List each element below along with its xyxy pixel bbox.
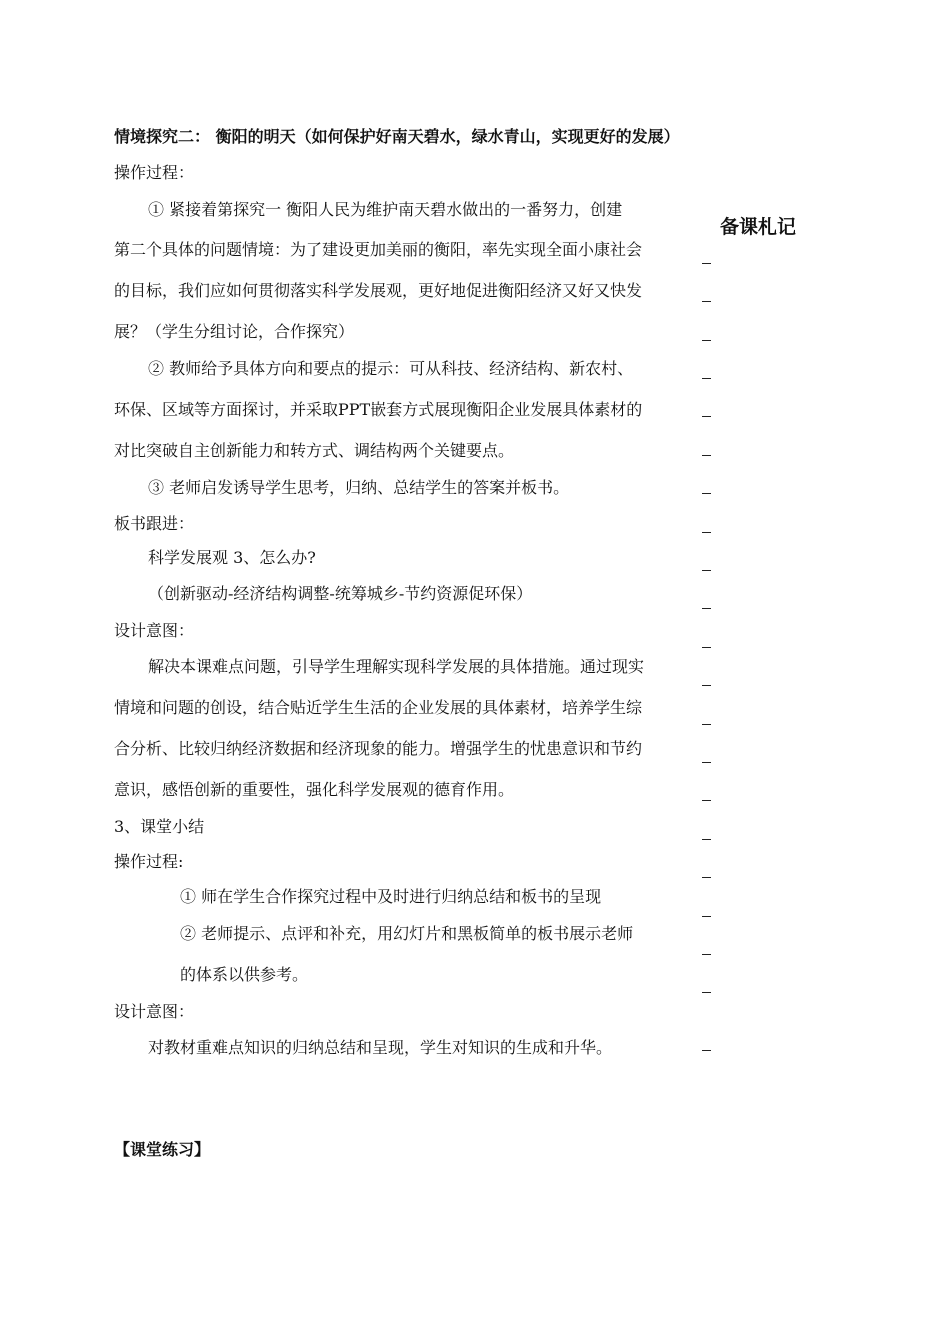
text-line: 操作过程: — [114, 852, 184, 871]
text-line: 合分析、比较归纳经济数据和经济现象的能力。增强学生的忧患意识和节约 — [114, 739, 643, 758]
note-line — [702, 647, 711, 648]
text-line: 3、课堂小结 — [114, 817, 205, 836]
text-line: ① 师在学生合作探究过程中及时进行归纳总结和板书的呈现 — [180, 887, 602, 906]
note-line — [702, 608, 711, 609]
text-line: （创新驱动-经济结构调整-统筹城乡-节约资源促环保） — [148, 584, 533, 603]
text-line: 展？（学生分组讨论，合作探究） — [114, 322, 355, 341]
note-line — [702, 800, 711, 801]
note-line — [702, 762, 711, 763]
note-line — [702, 263, 711, 264]
text-line: ③ 老师启发诱导学生思考，归纳、总结学生的答案并板书。 — [148, 478, 570, 497]
note-line — [702, 301, 711, 302]
text-line: 情境和问题的创设，结合贴近学生生活的企业发展的具体素材，培养学生综 — [114, 698, 643, 717]
note-line — [702, 685, 711, 686]
text-line: 的目标，我们应如何贯彻落实科学发展观，更好地促进衡阳经济又好又快发 — [114, 281, 643, 300]
note-line — [702, 724, 711, 725]
note-line — [702, 839, 711, 840]
text-line: ② 教师给予具体方向和要点的提示：可从科技、经济结构、新农村、 — [148, 359, 634, 378]
text-line: 对比突破自主创新能力和转方式、调结构两个关键要点。 — [114, 441, 515, 460]
note-line — [702, 493, 711, 494]
note-line — [702, 992, 711, 993]
text-line: 设计意图： — [114, 1002, 195, 1021]
note-line — [702, 455, 711, 456]
text-line: 设计意图： — [114, 621, 195, 640]
note-line — [702, 340, 711, 341]
note-line — [702, 877, 711, 878]
text-line: 操作过程： — [114, 163, 195, 182]
margin-notes-title: 备课札记 — [720, 216, 797, 238]
note-line — [702, 570, 711, 571]
text-line: 的体系以供参考。 — [180, 965, 309, 984]
text-line: 板书跟进： — [114, 514, 195, 533]
text-line: 环保、区域等方面探讨，并采取PPT嵌套方式展现衡阳企业发展具体素材的 — [114, 400, 643, 419]
note-line — [702, 916, 711, 917]
text-line: 第二个具体的问题情境：为了建设更加美丽的衡阳，率先实现全面小康社会 — [114, 240, 643, 259]
text-line: ② 老师提示、点评和补充，用幻灯片和黑板简单的板书展示老师 — [180, 924, 634, 943]
note-line — [702, 954, 711, 955]
text-line: 对教材重难点知识的归纳总结和呈现，学生对知识的生成和升华。 — [148, 1038, 613, 1057]
section-title: 情境探究二： 衡阳的明天（如何保护好南天碧水，绿水青山，实现更好的发展） — [114, 127, 680, 146]
note-line — [702, 416, 711, 417]
text-line: 意识，感悟创新的重要性，强化科学发展观的德育作用。 — [114, 780, 515, 799]
note-line — [702, 378, 711, 379]
note-line — [702, 532, 711, 533]
note-line — [702, 1050, 711, 1051]
exercise-heading: 【课堂练习】 — [114, 1140, 211, 1159]
text-line: ① 紧接着第探究一 衡阳人民为维护南天碧水做出的一番努力，创建 — [148, 200, 623, 219]
text-line: 解决本课难点问题，引导学生理解实现科学发展的具体措施。通过现实 — [148, 657, 645, 676]
text-line: 科学发展观 3、怎么办? — [148, 548, 316, 567]
